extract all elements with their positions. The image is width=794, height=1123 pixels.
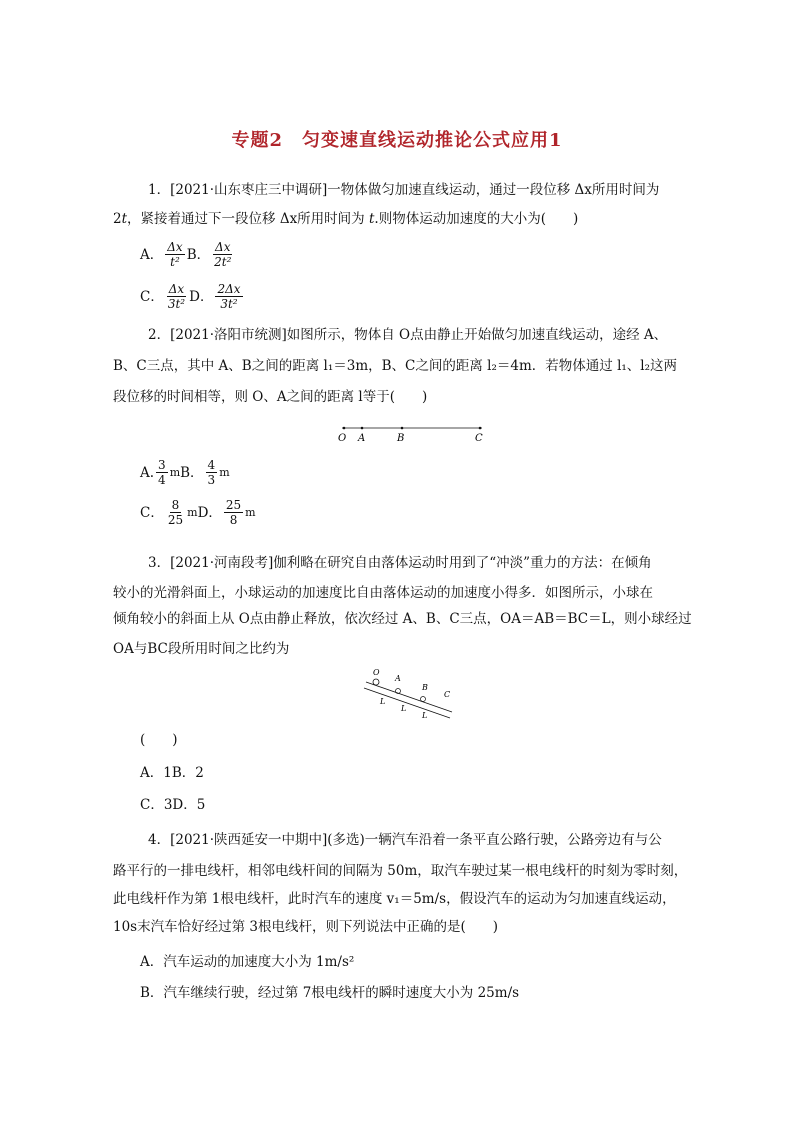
q4-option-a: A．汽车运动的加速度大小为 1m/s²	[140, 954, 355, 970]
q3-options-cd: C．3D．5	[140, 797, 206, 813]
q1-option-a-label: A．	[140, 246, 164, 263]
q3-label-l2: L	[401, 704, 407, 713]
q2-option-d-unit: m	[245, 505, 256, 519]
q2-option-b-unit: m	[219, 465, 230, 479]
q3-ball	[373, 679, 379, 685]
q2-options-cd	[140, 498, 256, 527]
q2-option-d-fraction: $\frac{25}{8}$	[225, 498, 242, 527]
q2-point-o	[343, 427, 346, 430]
q3-figure-incline	[360, 664, 460, 722]
q4-line-3: 此电线杆作为第 1根电线杆，此时汽车的速度 v₁＝5m/s，假设汽车的运动为匀加速直线运动，	[113, 891, 676, 907]
q2-option-a-unit: m	[169, 465, 181, 479]
q1-option-b-fraction: $\frac{\Delta x}{\text{2t²}}$	[214, 240, 232, 269]
q3-answer-paren: ( )	[140, 732, 178, 748]
q1-option-d-fraction: $\frac{2\Delta x}{\text{3t²}}$	[217, 282, 241, 311]
q3-label-o: O	[373, 668, 380, 677]
q3-label-l3: L	[422, 711, 428, 720]
q3-incline-bottom	[364, 688, 450, 718]
q4-line-2: 路平行的一排电线杆，相邻电线杆间的间隔为 50m，取汽车驶过某一根电线杆的时刻为零时刻，	[113, 863, 688, 879]
q3-label-c: C	[444, 690, 451, 699]
q3-line-2: 较小的光滑斜面上，小球运动的加速度比自由落体运动的加速度小得多．如图所示，小球在	[113, 585, 653, 601]
q1-option-d-label: D．	[189, 288, 214, 305]
q1-line-1: 1．[2021·山东枣庄三中调研]一物体做匀加速直线运动，通过一段位移 Δx所用时间为	[148, 182, 660, 198]
q1-option-a-fraction: $\frac{\Delta x}{\text{t²}}$	[167, 240, 183, 269]
q1-option-c-label: C．	[140, 288, 164, 305]
q3-line-3: 倾角较小的斜面上从 O点由静止释放，依次经过 A、B、C三点，OA＝AB＝BC＝L，则小球经过	[113, 611, 692, 627]
q2-label-b: B	[397, 433, 405, 444]
q2-option-a-label: A.	[140, 464, 155, 481]
q2-label-c: C	[475, 433, 483, 444]
q4-line-1: 4．[2021·陕西延安一中期中](多选)一辆汽车沿着一条平直公路行驶，公路旁边有与公	[148, 832, 662, 848]
q2-option-c-label: C．	[140, 504, 164, 521]
q1-options-ab	[140, 240, 235, 269]
page-title: 专题2 匀变速直线运动推论公式应用1	[231, 130, 563, 151]
q2-label-a: A	[358, 433, 366, 444]
q2-line-1: 2．[2021·洛阳市统测]如图所示，物体自 O点由静止开始做匀加速直线运动，途经 A、	[148, 327, 668, 343]
q2-label-o: O	[338, 433, 347, 444]
q2-figure-line-diagram	[330, 416, 500, 446]
q2-option-b-fraction: $\frac{4}{3}$	[207, 458, 216, 487]
q3-line-1: 3．[2021·河南段考]伽利略在研究自由落体运动时用到了“冲淡”重力的方法：在倾角	[148, 555, 652, 571]
q2-option-a-fraction: $\frac{3}{4}$	[158, 458, 166, 487]
q3-line-4: OA与BC段所用时间之比约为	[113, 641, 290, 657]
q1-option-c-fraction: $\frac{\Delta x}{\text{3t²}}$	[167, 282, 186, 311]
q3-options-ab: A．1B．2	[140, 765, 204, 781]
q2-point-c	[479, 427, 482, 430]
q3-ball-b	[421, 697, 426, 702]
q1-line-2: 2t，紧接着通过下一段位移 Δx所用时间为 t.则物体运动加速度的大小为( )	[113, 211, 579, 227]
q1-options-cd	[140, 282, 245, 311]
q3-incline-top	[366, 682, 452, 712]
q3-label-a: A	[395, 674, 401, 683]
q1-option-b-label: B．	[186, 246, 211, 263]
q4-option-b: B．汽车继续行驶，经过第 7根电线杆的瞬时速度大小为 25m/s	[140, 985, 520, 1001]
q2-line-3: 段位移的时间相等，则 O、A之间的距离 l等于( )	[113, 389, 428, 405]
q3-label-l1: L	[380, 697, 386, 706]
q2-option-d-label: D．	[197, 504, 222, 521]
q2-option-b-label: B．	[180, 464, 204, 481]
q2-point-b	[401, 427, 404, 430]
q2-option-c-unit: m	[187, 505, 198, 519]
q2-point-a	[361, 427, 364, 430]
q2-option-c-fraction: $\frac{8}{25}$	[167, 498, 184, 527]
q4-line-4: 10s末汽车恰好经过第 3根电线杆，则下列说法中正确的是( )	[113, 919, 499, 935]
q2-line-2: B、C三点，其中 A、B之间的距离 l₁＝3m，B、C之间的距离 l₂＝4m．若物体通过 l₁、l₂这两	[113, 358, 678, 374]
q2-options-ab	[140, 458, 230, 487]
q3-label-b: B	[422, 683, 428, 692]
